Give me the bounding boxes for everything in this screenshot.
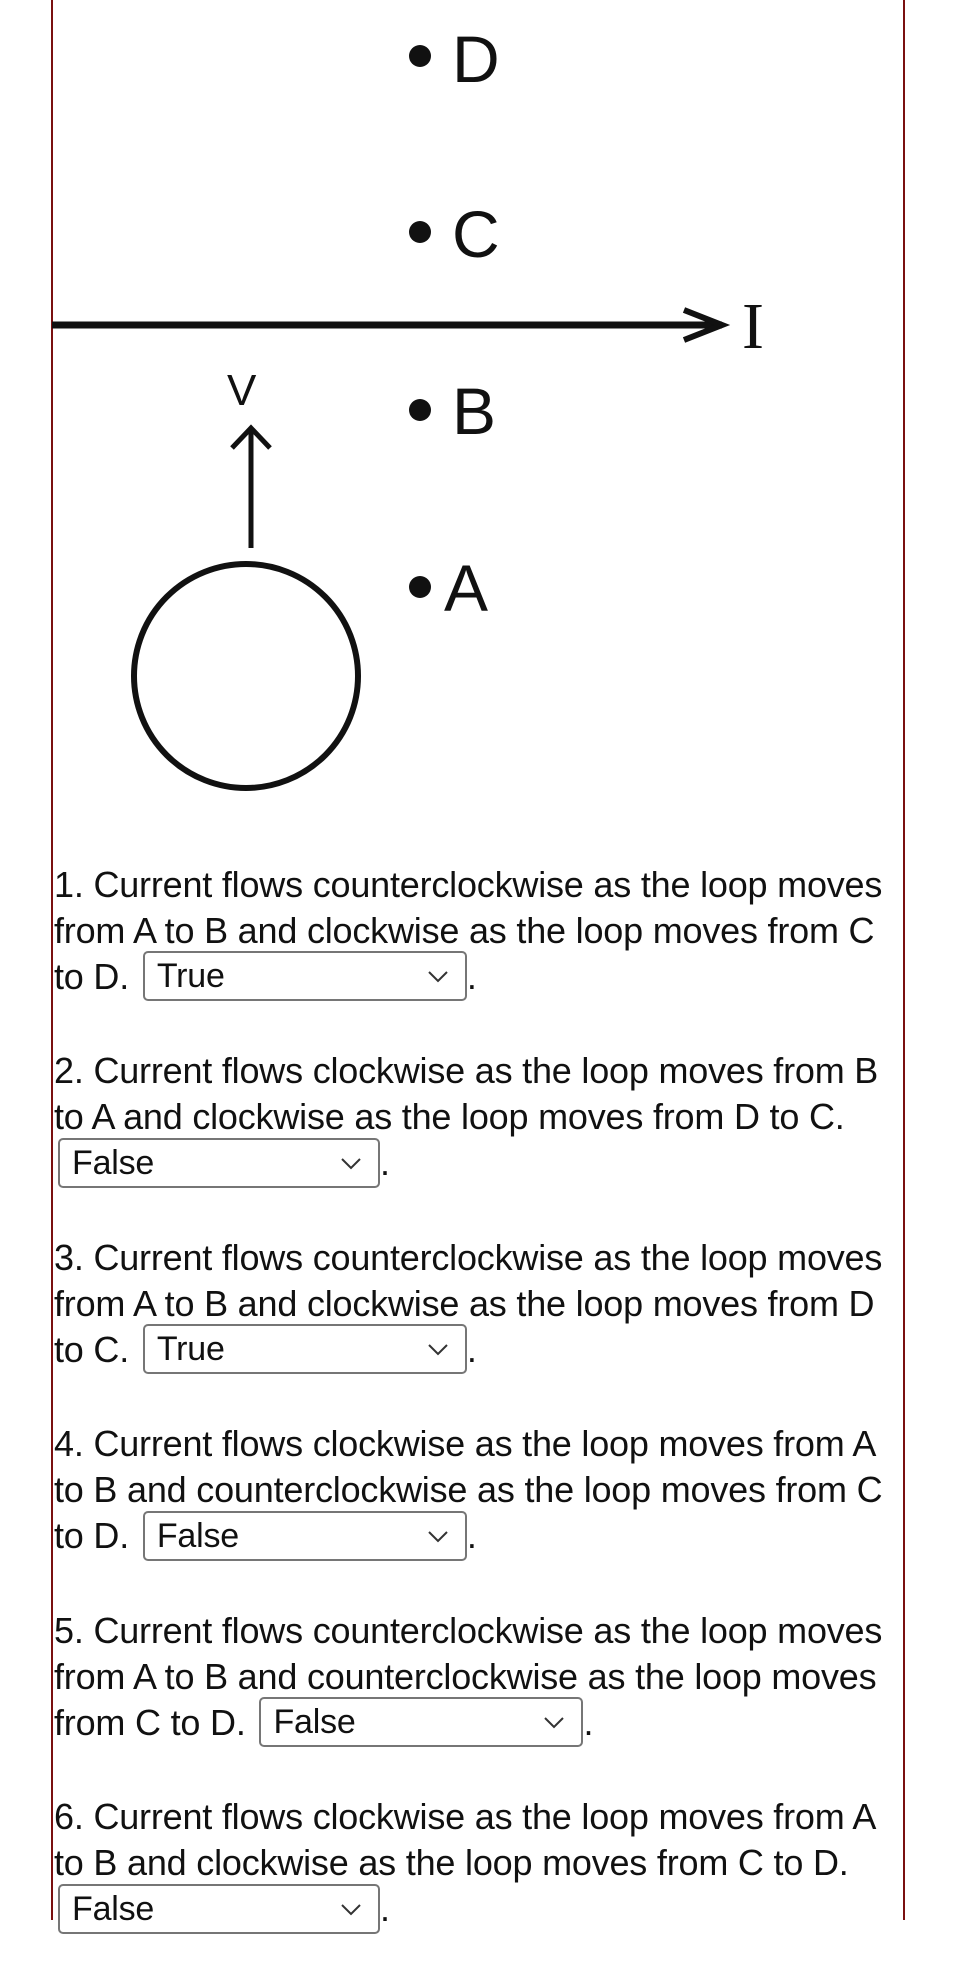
question-5 xyxy=(54,1608,904,1750)
chevron-down-icon xyxy=(338,1150,364,1176)
answer-select-3[interactable] xyxy=(143,1324,467,1374)
question-2 xyxy=(54,1048,904,1190)
terminator: . xyxy=(380,1142,390,1184)
question-number: 4. xyxy=(54,1423,84,1465)
loop-diagram xyxy=(0,0,954,820)
question-text: Current flows clockwise as the loop moves from B to A and clockwise as the loop moves from D to C. xyxy=(54,1050,879,1138)
chevron-down-icon xyxy=(338,1896,364,1922)
current-label: I xyxy=(742,290,764,363)
terminator: . xyxy=(380,1888,390,1930)
point-b-label: B xyxy=(452,374,497,448)
wire-loop xyxy=(134,564,358,788)
terminator: . xyxy=(583,1701,594,1743)
answer-select-6[interactable] xyxy=(58,1884,380,1934)
chevron-down-icon xyxy=(425,963,451,989)
question-number: 6. xyxy=(54,1796,84,1838)
question-text: Current flows counterclockwise as the loop moves from A to B and clockwise as the loop moves from D to C. xyxy=(54,1236,883,1370)
answer-select-4[interactable] xyxy=(143,1511,467,1561)
velocity-label: V xyxy=(227,366,257,415)
chevron-down-icon xyxy=(425,1336,451,1362)
answer-select-value: True xyxy=(156,957,225,996)
answer-select-value: True xyxy=(156,1330,225,1369)
answer-select-value: False xyxy=(72,1889,155,1928)
point-c-label: C xyxy=(452,197,500,271)
point-c-dot xyxy=(409,221,431,243)
question-number: 1. xyxy=(54,864,84,905)
question-text: Current flows clockwise as the loop moves from A to B and clockwise as the loop moves from C to D. xyxy=(54,1796,875,1884)
answer-select-value: False xyxy=(273,1703,356,1742)
chevron-down-icon xyxy=(541,1709,567,1735)
question-text: Current flows clockwise as the loop moves from A to B and counterclockwise as the loop moves from C to D. xyxy=(54,1423,883,1557)
chevron-down-icon xyxy=(425,1523,451,1549)
answer-select-5[interactable] xyxy=(259,1697,583,1747)
question-number: 5. xyxy=(54,1609,84,1651)
terminator: . xyxy=(466,1515,477,1557)
terminator: . xyxy=(466,1328,477,1370)
question-3 xyxy=(54,1235,904,1377)
question-number: 3. xyxy=(54,1236,84,1278)
point-a-dot xyxy=(409,576,431,598)
question-6 xyxy=(54,1794,904,1936)
answer-select-2[interactable] xyxy=(58,1138,380,1188)
answer-select-value: False xyxy=(156,1516,239,1555)
question-number: 2. xyxy=(54,1050,84,1092)
terminator: . xyxy=(466,956,477,997)
question-4 xyxy=(54,1421,904,1563)
answer-select-1[interactable] xyxy=(143,951,467,1001)
point-b-dot xyxy=(409,399,431,421)
point-d-dot xyxy=(409,45,431,67)
point-a-label: A xyxy=(444,551,489,625)
question-list xyxy=(54,862,904,1981)
question-text: Current flows counterclockwise as the loop moves from A to B and clockwise as the loop moves from C to D. xyxy=(54,864,883,997)
point-d-label: D xyxy=(452,22,500,96)
question-text: Current flows counterclockwise as the loop moves from A to B and counterclockwise as the loop moves from C to D. xyxy=(54,1609,883,1743)
question-1 xyxy=(54,862,904,1004)
answer-select-value: False xyxy=(72,1143,155,1182)
